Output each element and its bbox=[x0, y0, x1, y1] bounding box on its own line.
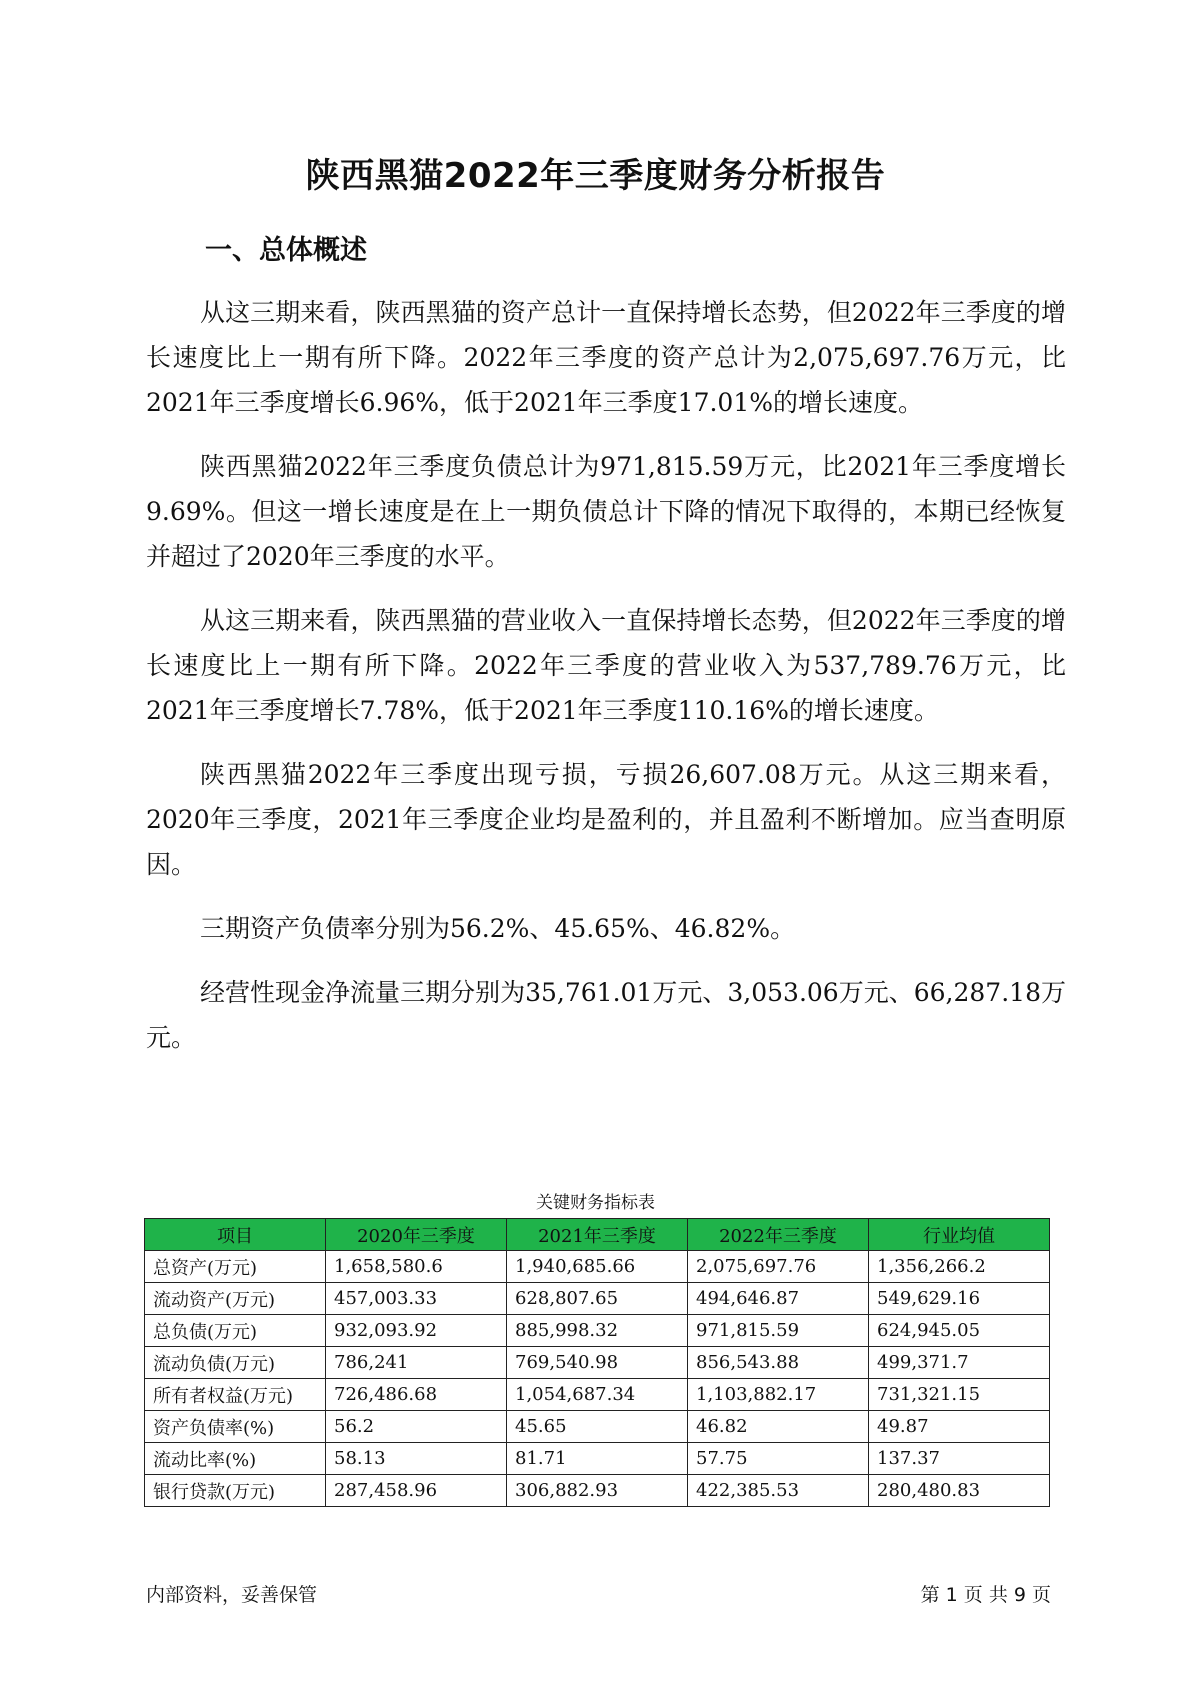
paragraph-debt-ratio: 三期资产负债率分别为56.2%、45.65%、46.82%。 bbox=[200, 914, 796, 943]
document-title: 陕西黑猫2022年三季度财务分析报告 bbox=[305, 156, 886, 196]
table-cell: 1,356,266.2 bbox=[869, 1251, 1050, 1283]
table-cell: 457,003.33 bbox=[326, 1283, 507, 1315]
footer-confidential-note: 内部资料，妥善保管 bbox=[146, 1584, 318, 1606]
header-cell-industry-avg: 行业均值 bbox=[869, 1219, 1050, 1251]
table-cell: 45.65 bbox=[507, 1411, 688, 1443]
table-header-row bbox=[145, 1219, 1050, 1251]
header-cell-2020q3: 2020年三季度 bbox=[326, 1219, 507, 1251]
table-cell: 280,480.83 bbox=[869, 1475, 1050, 1507]
row-label: 资产负债率(%) bbox=[145, 1411, 326, 1443]
header-cell-2021q3: 2021年三季度 bbox=[507, 1219, 688, 1251]
table-row bbox=[145, 1475, 1050, 1507]
paragraph-revenue: 从这三期来看，陕西黑猫的营业收入一直保持增长态势，但2022年三季度的增长速度比上一期有所下降。2022年三季度的营业收入为537,789.76万元，比2021年三季度增长7.78%，低于2021年三季度110.16%的增长速度。 bbox=[146, 606, 1066, 725]
table-caption: 关键财务指标表 bbox=[536, 1193, 655, 1213]
section-heading: 一、总体概述 bbox=[205, 235, 367, 266]
table-cell: 46.82 bbox=[688, 1411, 869, 1443]
table-cell: 58.13 bbox=[326, 1443, 507, 1475]
body-text bbox=[146, 290, 1066, 1079]
header-cell-2022q3: 2022年三季度 bbox=[688, 1219, 869, 1251]
row-label: 流动资产(万元) bbox=[145, 1283, 326, 1315]
table-cell: 137.37 bbox=[869, 1443, 1050, 1475]
table-row bbox=[145, 1251, 1050, 1283]
table-cell: 1,658,580.6 bbox=[326, 1251, 507, 1283]
table-row bbox=[145, 1283, 1050, 1315]
financial-table-wrapper bbox=[144, 1218, 1050, 1507]
table-cell: 56.2 bbox=[326, 1411, 507, 1443]
table-cell: 624,945.05 bbox=[869, 1315, 1050, 1347]
table-cell: 786,241 bbox=[326, 1347, 507, 1379]
table-cell: 932,093.92 bbox=[326, 1315, 507, 1347]
table-cell: 549,629.16 bbox=[869, 1283, 1050, 1315]
table-cell: 1,103,882.17 bbox=[688, 1379, 869, 1411]
table-row bbox=[145, 1411, 1050, 1443]
table-cell: 726,486.68 bbox=[326, 1379, 507, 1411]
row-label: 总负债(万元) bbox=[145, 1315, 326, 1347]
paragraph-assets: 从这三期来看，陕西黑猫的资产总计一直保持增长态势，但2022年三季度的增长速度比上一期有所下降。2022年三季度的资产总计为2,075,697.76万元，比2021年三季度增长6.96%，低于2021年三季度17.01%的增长速度。 bbox=[146, 298, 1066, 417]
table-cell: 499,371.7 bbox=[869, 1347, 1050, 1379]
header-cell-item: 项目 bbox=[145, 1219, 326, 1251]
table-cell: 422,385.53 bbox=[688, 1475, 869, 1507]
table-row bbox=[145, 1443, 1050, 1475]
table-cell: 856,543.88 bbox=[688, 1347, 869, 1379]
row-label: 总资产(万元) bbox=[145, 1251, 326, 1283]
footer-page-number: 第 1 页 共 9 页 bbox=[920, 1584, 1051, 1606]
table-cell: 2,075,697.76 bbox=[688, 1251, 869, 1283]
table-cell: 81.71 bbox=[507, 1443, 688, 1475]
table-row bbox=[145, 1379, 1050, 1411]
table-cell: 306,882.93 bbox=[507, 1475, 688, 1507]
table-row bbox=[145, 1315, 1050, 1347]
table-cell: 494,646.87 bbox=[688, 1283, 869, 1315]
table-cell: 49.87 bbox=[869, 1411, 1050, 1443]
table-cell: 885,998.32 bbox=[507, 1315, 688, 1347]
financial-indicators-table bbox=[144, 1218, 1050, 1507]
table-cell: 628,807.65 bbox=[507, 1283, 688, 1315]
table-cell: 769,540.98 bbox=[507, 1347, 688, 1379]
table-cell: 731,321.15 bbox=[869, 1379, 1050, 1411]
table-cell: 287,458.96 bbox=[326, 1475, 507, 1507]
table-cell: 1,054,687.34 bbox=[507, 1379, 688, 1411]
table-cell: 57.75 bbox=[688, 1443, 869, 1475]
row-label: 银行贷款(万元) bbox=[145, 1475, 326, 1507]
paragraph-cash-flow: 经营性现金净流量三期分别为35,761.01万元、3,053.06万元、66,287.18万元。 bbox=[146, 978, 1066, 1052]
row-label: 流动比率(%) bbox=[145, 1443, 326, 1475]
row-label: 流动负债(万元) bbox=[145, 1347, 326, 1379]
table-row bbox=[145, 1347, 1050, 1379]
table-cell: 1,940,685.66 bbox=[507, 1251, 688, 1283]
row-label: 所有者权益(万元) bbox=[145, 1379, 326, 1411]
table-cell: 971,815.59 bbox=[688, 1315, 869, 1347]
paragraph-profit: 陕西黑猫2022年三季度出现亏损，亏损26,607.08万元。从这三期来看，2020年三季度，2021年三季度企业均是盈利的，并且盈利不断增加。应当查明原因。 bbox=[146, 760, 1066, 879]
paragraph-liabilities: 陕西黑猫2022年三季度负债总计为971,815.59万元，比2021年三季度增长9.69%。但这一增长速度是在上一期负债总计下降的情况下取得的，本期已经恢复并超过了2020年三季度的水平。 bbox=[146, 452, 1066, 571]
